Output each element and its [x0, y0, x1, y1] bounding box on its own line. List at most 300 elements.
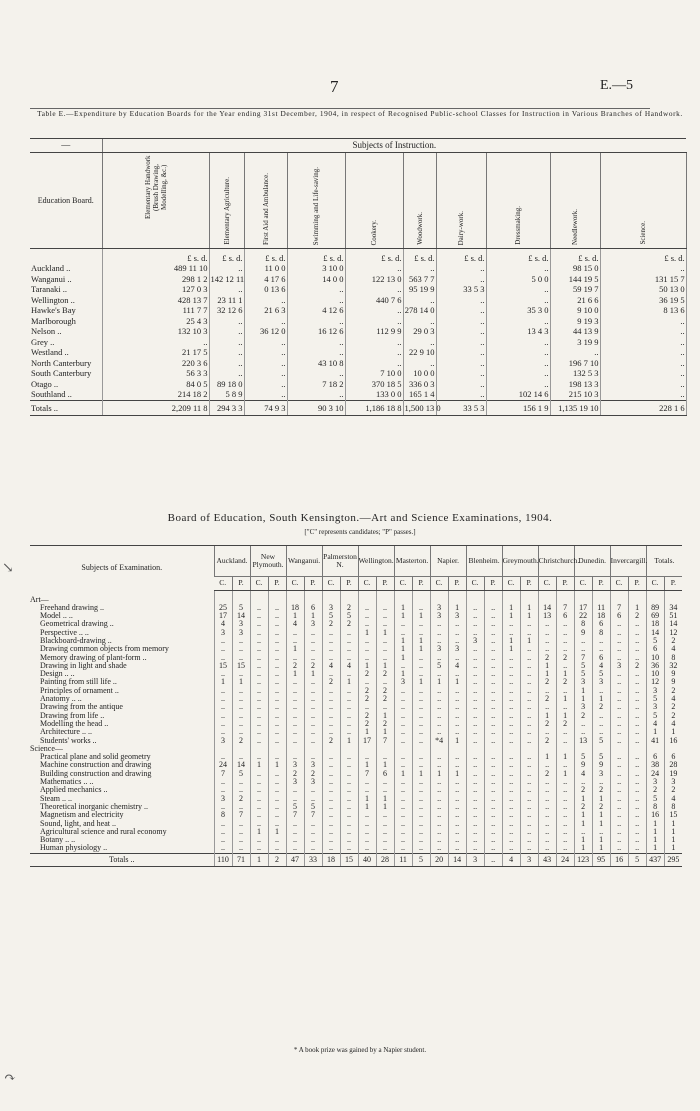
count-cell: ..	[340, 670, 358, 678]
c-label: C.	[322, 577, 340, 591]
count-cell: ..	[448, 820, 466, 828]
centre-header: Palmerston N.	[322, 546, 358, 577]
amount-cell: ..	[287, 284, 345, 295]
count-cell: ..	[340, 728, 358, 736]
count-cell: ..	[448, 795, 466, 803]
count-cell: ..	[376, 778, 394, 786]
count-cell: ..	[340, 695, 358, 703]
count-cell: 15	[664, 811, 682, 819]
total-cell: 15	[340, 853, 358, 866]
count-cell: ..	[394, 844, 412, 853]
count-cell: ..	[412, 778, 430, 786]
count-cell: ..	[520, 786, 538, 794]
count-cell: ..	[376, 844, 394, 853]
count-cell: 7	[232, 811, 250, 819]
count-cell: ..	[286, 629, 304, 637]
board-name: Taranaki ..	[31, 284, 67, 294]
count-cell: 2	[664, 687, 682, 695]
count-cell: 1	[340, 678, 358, 686]
count-cell: ..	[556, 637, 574, 645]
count-cell: ..	[214, 778, 232, 786]
count-cell: 17	[214, 612, 232, 620]
amount-cell: 215 10 3	[550, 389, 600, 400]
count-cell: ..	[322, 795, 340, 803]
count-cell: ..	[268, 720, 286, 728]
count-cell: ..	[430, 811, 448, 819]
count-cell: ..	[250, 778, 268, 786]
count-cell: ..	[214, 728, 232, 736]
count-cell: ..	[610, 761, 628, 769]
count-cell: ..	[376, 703, 394, 711]
count-cell: ..	[304, 836, 322, 844]
count-cell: 3	[214, 737, 232, 745]
total-cell: 24	[556, 853, 574, 866]
count-cell: 1	[448, 604, 466, 612]
count-cell: 2	[664, 712, 682, 720]
count-cell: ..	[376, 836, 394, 844]
count-cell: ..	[412, 737, 430, 745]
count-cell: ..	[412, 811, 430, 819]
amount-cell: 111 7 7	[102, 305, 209, 316]
count-cell: 1	[592, 795, 610, 803]
count-cell: ..	[376, 637, 394, 645]
count-cell: 2	[556, 678, 574, 686]
count-cell: ..	[412, 687, 430, 695]
count-cell: ..	[484, 761, 502, 769]
table-e-dash: —	[30, 139, 102, 153]
count-cell: ..	[484, 803, 502, 811]
amount-cell: 489 11 10	[102, 263, 209, 274]
count-cell: ..	[466, 728, 484, 736]
count-cell: ..	[592, 728, 610, 736]
count-cell: ..	[610, 620, 628, 628]
count-cell: ..	[304, 720, 322, 728]
count-cell: ..	[484, 629, 502, 637]
count-cell: ..	[358, 604, 376, 612]
amount-cell: ..	[209, 263, 244, 274]
count-cell: 1	[646, 828, 664, 836]
count-cell: ..	[322, 637, 340, 645]
amount-cell: ..	[244, 337, 287, 348]
board-name: North Canterbury	[31, 357, 92, 368]
count-cell: 1	[376, 728, 394, 736]
count-cell: ..	[502, 828, 520, 836]
p-label: P.	[664, 577, 682, 591]
count-cell: ..	[412, 844, 430, 853]
count-cell: 4	[286, 620, 304, 628]
count-cell: 14	[646, 629, 664, 637]
count-cell: ..	[340, 712, 358, 720]
count-cell: ..	[502, 654, 520, 662]
table-e-expenditure	[30, 138, 686, 416]
total-cell: 40	[358, 853, 376, 866]
count-cell: ..	[304, 828, 322, 836]
amount-cell: ..	[244, 295, 287, 306]
count-cell: ..	[502, 786, 520, 794]
count-cell: 1	[376, 795, 394, 803]
count-cell: 7	[286, 811, 304, 819]
count-cell: ..	[610, 712, 628, 720]
section-heading: Science—	[30, 743, 63, 753]
c-label: C.	[430, 577, 448, 591]
count-cell: ..	[286, 654, 304, 662]
count-cell: ..	[376, 612, 394, 620]
count-cell: ..	[412, 728, 430, 736]
subject-name: Drawing in light and shade	[40, 660, 127, 670]
p-label: P.	[448, 577, 466, 591]
count-cell: ..	[268, 795, 286, 803]
total-cell: 14	[448, 853, 466, 866]
count-cell: ..	[628, 670, 646, 678]
count-cell: ..	[250, 612, 268, 620]
count-cell: ..	[286, 828, 304, 836]
count-cell: 1	[556, 670, 574, 678]
count-cell: ..	[430, 795, 448, 803]
count-cell: ..	[250, 712, 268, 720]
count-cell: ..	[376, 786, 394, 794]
subject-name: Architecture .. ..	[40, 727, 92, 737]
count-cell: ..	[304, 795, 322, 803]
amount-cell: 440 7 6	[345, 295, 403, 306]
count-cell: ..	[610, 811, 628, 819]
board-name: Hawke's Bay	[31, 305, 76, 315]
count-cell: ..	[322, 836, 340, 844]
count-cell: ..	[610, 629, 628, 637]
amount-cell: 563 7 7	[403, 274, 436, 285]
count-cell: 3	[574, 678, 592, 686]
count-cell: 18	[646, 620, 664, 628]
subject-name: Blackboard-drawing ..	[40, 635, 112, 645]
count-cell: 6	[556, 612, 574, 620]
count-cell: 5	[646, 795, 664, 803]
count-cell: 1	[574, 795, 592, 803]
count-cell: 8	[592, 629, 610, 637]
count-cell: ..	[484, 612, 502, 620]
count-cell: ..	[322, 753, 340, 761]
amount-cell: ..	[345, 358, 403, 369]
subject-name: Sound, light, and heat ..	[40, 818, 116, 828]
c-label: C.	[466, 577, 484, 591]
count-cell: ..	[628, 786, 646, 794]
count-cell: 16	[646, 811, 664, 819]
count-cell: 32	[664, 662, 682, 670]
count-cell: ..	[484, 670, 502, 678]
count-cell: 15	[214, 662, 232, 670]
count-cell: 1	[646, 844, 664, 853]
count-cell: ..	[574, 728, 592, 736]
count-cell: ..	[430, 753, 448, 761]
count-cell: ..	[466, 678, 484, 686]
table-f-body	[30, 591, 682, 867]
count-cell: ..	[232, 687, 250, 695]
count-cell: 8	[214, 811, 232, 819]
count-cell: ..	[286, 820, 304, 828]
amount-cell: 122 13 0	[345, 274, 403, 285]
count-cell: 1	[664, 728, 682, 736]
amount-cell: 370 18 5	[345, 379, 403, 390]
count-cell: ..	[232, 645, 250, 653]
count-cell: ..	[214, 820, 232, 828]
unit-label: £ s. d.	[244, 248, 287, 263]
count-cell: 6	[646, 645, 664, 653]
count-cell: ..	[448, 629, 466, 637]
count-cell: ..	[430, 728, 448, 736]
count-cell: ..	[322, 629, 340, 637]
count-cell: ..	[250, 662, 268, 670]
amount-cell: ..	[403, 263, 436, 274]
count-cell: ..	[556, 645, 574, 653]
count-cell: 7	[214, 770, 232, 778]
amount-cell: ..	[209, 326, 244, 337]
count-cell: 1	[394, 645, 412, 653]
amount-cell: ..	[486, 347, 550, 358]
count-cell: 2	[304, 662, 322, 670]
count-cell: ..	[538, 803, 556, 811]
count-cell: 4	[664, 695, 682, 703]
subject-name: Steam .. ..	[40, 793, 72, 803]
table-e-caption: Table E.—Expenditure by Education Boards for the Year ending 31st December, 1904, in respect of Recognised Public-school Classes for Instruction in Various Branches of Handwork.	[37, 109, 683, 118]
count-cell: ..	[394, 662, 412, 670]
count-cell: 17	[358, 737, 376, 745]
count-cell: ..	[448, 753, 466, 761]
count-cell: 14	[664, 620, 682, 628]
count-cell: 1	[250, 761, 268, 769]
count-cell: ..	[268, 645, 286, 653]
table-row	[30, 368, 686, 379]
count-cell: 3	[430, 604, 448, 612]
count-cell: ..	[340, 645, 358, 653]
table-f-centre-row	[30, 546, 682, 577]
count-cell: ..	[484, 637, 502, 645]
count-cell: ..	[610, 786, 628, 794]
table-e-body	[30, 248, 686, 416]
total-cell: ..	[484, 853, 502, 866]
amount-cell: ..	[600, 358, 686, 369]
count-cell: ..	[484, 820, 502, 828]
centre-header: New Plymouth.	[250, 546, 286, 577]
count-cell: 2	[592, 803, 610, 811]
count-cell: ..	[520, 720, 538, 728]
amount-cell: ..	[287, 295, 345, 306]
count-cell: ..	[250, 654, 268, 662]
count-cell: ..	[214, 753, 232, 761]
count-cell: ..	[466, 844, 484, 853]
count-cell: 1	[556, 695, 574, 703]
count-cell: ..	[232, 654, 250, 662]
count-cell: ..	[556, 820, 574, 828]
total-cell: 123	[574, 853, 592, 866]
count-cell: ..	[628, 795, 646, 803]
count-cell: 4	[664, 720, 682, 728]
count-cell: ..	[214, 703, 232, 711]
count-cell: ..	[556, 828, 574, 836]
count-cell: ..	[232, 820, 250, 828]
count-cell: 2	[340, 620, 358, 628]
count-cell: ..	[610, 820, 628, 828]
count-cell: ..	[538, 620, 556, 628]
board-name: Nelson ..	[31, 326, 62, 336]
count-cell: 18	[592, 612, 610, 620]
count-cell: 1	[268, 828, 286, 836]
count-cell: 1	[592, 836, 610, 844]
count-cell: 1	[268, 761, 286, 769]
amount-cell: 8 13 6	[600, 305, 686, 316]
p-label: P.	[268, 577, 286, 591]
count-cell: ..	[502, 761, 520, 769]
count-cell: 3	[592, 770, 610, 778]
count-cell: 5	[340, 612, 358, 620]
count-cell: 1	[286, 612, 304, 620]
count-cell: ..	[412, 795, 430, 803]
amount-cell: ..	[486, 337, 550, 348]
count-cell: ..	[502, 629, 520, 637]
count-cell: ..	[592, 712, 610, 720]
count-cell: 2	[358, 670, 376, 678]
subject-name: Drawing from the antique	[40, 702, 123, 712]
count-cell: ..	[466, 620, 484, 628]
count-cell: ..	[466, 629, 484, 637]
amount-cell: 1,500 13 0	[403, 400, 436, 416]
amount-cell: ..	[486, 379, 550, 390]
total-cell: 43	[538, 853, 556, 866]
count-cell: 3	[574, 703, 592, 711]
count-cell: ..	[268, 803, 286, 811]
count-cell: ..	[358, 820, 376, 828]
amount-cell: ..	[486, 368, 550, 379]
count-cell: ..	[628, 645, 646, 653]
count-cell: 2	[538, 654, 556, 662]
count-cell: 7	[574, 654, 592, 662]
c-label: C.	[250, 577, 268, 591]
amount-cell: 23 11 1	[209, 295, 244, 306]
count-cell: 2	[358, 695, 376, 703]
count-cell: 24	[646, 770, 664, 778]
p-label: P.	[628, 577, 646, 591]
count-cell: ..	[592, 645, 610, 653]
count-cell: ..	[322, 720, 340, 728]
count-cell: ..	[484, 728, 502, 736]
subject-name: Painting from still life ..	[40, 677, 117, 687]
count-cell: ..	[502, 778, 520, 786]
count-cell: 1	[520, 604, 538, 612]
count-cell: ..	[340, 770, 358, 778]
p-label: P.	[592, 577, 610, 591]
amount-cell: ..	[244, 358, 287, 369]
table-row	[30, 263, 686, 274]
count-cell: 1	[412, 612, 430, 620]
board-name: Totals ..	[30, 400, 102, 416]
count-cell: 1	[664, 844, 682, 853]
count-cell: ..	[268, 678, 286, 686]
count-cell: ..	[268, 786, 286, 794]
count-cell: 4	[574, 770, 592, 778]
count-cell: ..	[520, 654, 538, 662]
count-cell: 4	[448, 662, 466, 670]
count-cell: 1	[376, 803, 394, 811]
count-cell: ..	[484, 844, 502, 853]
count-cell: ..	[358, 654, 376, 662]
count-cell: 1	[448, 737, 466, 745]
count-cell: ..	[322, 844, 340, 853]
count-cell: ..	[592, 778, 610, 786]
totals-label: Totals ..	[30, 853, 214, 866]
count-cell: ..	[286, 687, 304, 695]
count-cell: ..	[394, 753, 412, 761]
count-cell: ..	[286, 786, 304, 794]
count-cell: ..	[430, 844, 448, 853]
count-cell: ..	[628, 836, 646, 844]
count-cell: ..	[286, 678, 304, 686]
unit-label: £ s. d.	[287, 248, 345, 263]
count-cell: 3	[592, 678, 610, 686]
count-cell: ..	[268, 662, 286, 670]
unit-label: £ s. d.	[102, 248, 209, 263]
count-cell: ..	[520, 629, 538, 637]
count-cell: ..	[412, 712, 430, 720]
amount-cell: 298 1 2	[102, 274, 209, 285]
count-cell: 5	[574, 670, 592, 678]
count-cell: ..	[322, 645, 340, 653]
section-heading-row	[30, 591, 682, 604]
count-cell: 1	[304, 612, 322, 620]
amount-cell: ..	[486, 263, 550, 274]
amount-cell: 228 1 6	[600, 400, 686, 416]
count-cell: 1	[520, 637, 538, 645]
amount-cell: ..	[345, 337, 403, 348]
count-cell: 1	[664, 828, 682, 836]
amount-cell: ..	[244, 379, 287, 390]
count-cell: ..	[412, 654, 430, 662]
count-cell: ..	[556, 803, 574, 811]
count-cell: 3	[448, 645, 466, 653]
count-cell: 2	[556, 654, 574, 662]
count-cell: 1	[394, 770, 412, 778]
count-cell: ..	[430, 687, 448, 695]
count-cell: 1	[646, 836, 664, 844]
total-cell: 437	[646, 853, 664, 866]
count-cell: ..	[394, 695, 412, 703]
p-label: P.	[376, 577, 394, 591]
amount-cell: ..	[436, 368, 486, 379]
count-cell: ..	[232, 728, 250, 736]
count-cell: 5	[646, 712, 664, 720]
subject-header: Elementary Handwork (Brush Drawing, Modelling, &c.)	[102, 153, 209, 249]
amount-cell: ..	[436, 263, 486, 274]
amount-cell: ..	[486, 316, 550, 327]
amount-cell: 0 13 6	[244, 284, 287, 295]
amount-cell: 1,186 18 8	[345, 400, 403, 416]
count-cell: 5	[574, 753, 592, 761]
count-cell: ..	[214, 786, 232, 794]
count-cell: 5	[232, 604, 250, 612]
count-cell: ..	[628, 629, 646, 637]
amount-cell: ..	[345, 263, 403, 274]
count-cell: ..	[538, 637, 556, 645]
count-cell: ..	[340, 637, 358, 645]
count-cell: ..	[502, 620, 520, 628]
count-cell: ..	[502, 820, 520, 828]
amount-cell: ..	[436, 347, 486, 358]
count-cell: ..	[538, 795, 556, 803]
count-cell: ..	[322, 654, 340, 662]
amount-cell: 44 13 9	[550, 326, 600, 337]
count-cell: ..	[538, 645, 556, 653]
count-cell: ..	[358, 620, 376, 628]
total-cell: 1	[250, 853, 268, 866]
c-label: C.	[214, 577, 232, 591]
count-cell: 1	[502, 645, 520, 653]
count-cell: ..	[340, 820, 358, 828]
